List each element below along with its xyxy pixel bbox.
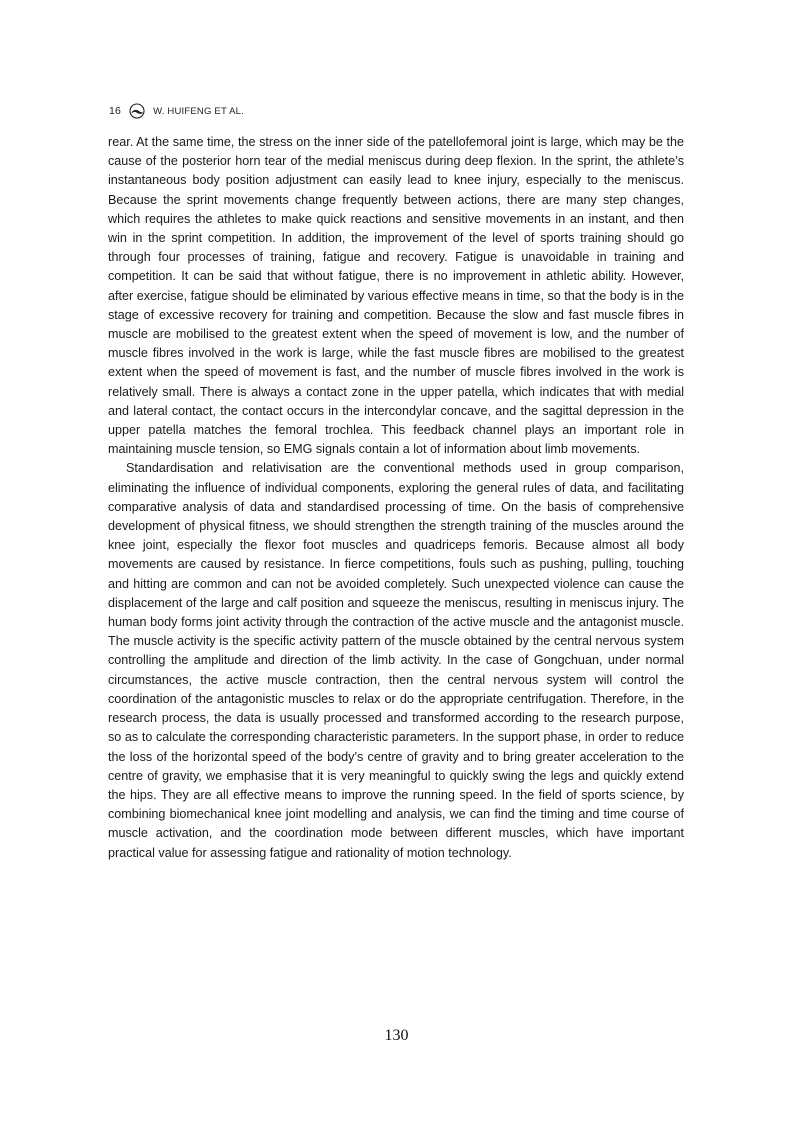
paragraph: rear. At the same time, the stress on the inner side of the patellofemoral joint is large, which may be the cause of the posterior horn tear of the medial meniscus during deep flexion. In the sprint, the athlete’s instantaneous body position adjustment can easily lead to knee injury, especially to the meniscus. Because the sprint movements change frequently between actions, there are many step changes, which requires the athletes to make quick reactions and sensitive movements in an instant, and then win in the sprint competition. In addition, the improvement of the level of sports training should go through four processes of training, fatigue and recovery. Fatigue is unavoidable in training and competition. It can be said that without fatigue, there is no improvement in athletic ability. However, after exercise, fatigue should be eliminated by various effective means in time, so that the body is in the stage of excessive recovery for training and competition. Because the slow and fast muscle fibres in muscle are mobilised to the greatest extent when the speed of movement is low, and the number of muscle fibres involved in the work is large, while the fast muscle fibres are mobilised to the greatest extent when the speed of movement is fast, and the number of muscle fibres involved in the work is relatively small. There is always a contact zone in the upper patella, which indicates that with medial and lateral contact, the contact occurs in the intercondylar concave, and the sagittal depression in the upper patella matches the femoral trochlea. This feedback channel plays an important role in maintaining muscle tension, so EMG signals contain a lot of information about limb movements.	[108, 135, 684, 457]
header-authors: W. HUIFENG ET AL.	[153, 105, 244, 117]
page-folio: 130	[384, 1027, 409, 1044]
body-text	[108, 133, 684, 863]
journal-logo-icon	[129, 103, 145, 119]
running-header	[109, 101, 244, 121]
header-page-number: 16	[109, 105, 122, 117]
paragraph: Standardisation and relativisation are the conventional methods used in group comparison, eliminating the influence of individual components, exploring the general rules of data, and facilitating comparative analysis of data and standardised processing of time. On the basis of comprehensive development of physical fitness, we should strengthen the strength training of the muscles around the knee joint, especially the flexor foot muscles and quadriceps femoris. Because almost all body movements are caused by resistance. In fierce competitions, fouls such as pushing, pulling, touching and hitting are common and can not be avoided completely. Such unexpected violence can cause the displacement of the large and calf position and squeeze the meniscus, resulting in meniscus injury. The human body forms joint activity through the contraction of the active muscle and the antagonist muscle. The muscle activity is the specific activity pattern of the muscle obtained by the central nervous system controlling the amplitude and direction of the limb activity. In the case of Gongchuan, under normal circumstances, the active muscle contraction, then the central nervous system will control the coordination of the antagonistic muscles to relax or do the appropriate centrifugation. Therefore, in the research process, the data is usually processed and transformed according to the research purpose, so as to calculate the corresponding characteristic parameters. In the support phase, in order to reduce the loss of the horizontal speed of the body’s centre of gravity and to bring greater acceleration to the centre of gravity, we emphasise that it is very meaningful to quickly swing the legs and quickly extend the hips. They are all effective means to improve the running speed. In the field of sports science, by combining biomechanical knee joint modelling and analysis, we can find the timing and time course of muscle activation, and the coordination mode between different muscles, which have important practical value for assessing fatigue and rationality of motion technology.	[108, 461, 684, 860]
